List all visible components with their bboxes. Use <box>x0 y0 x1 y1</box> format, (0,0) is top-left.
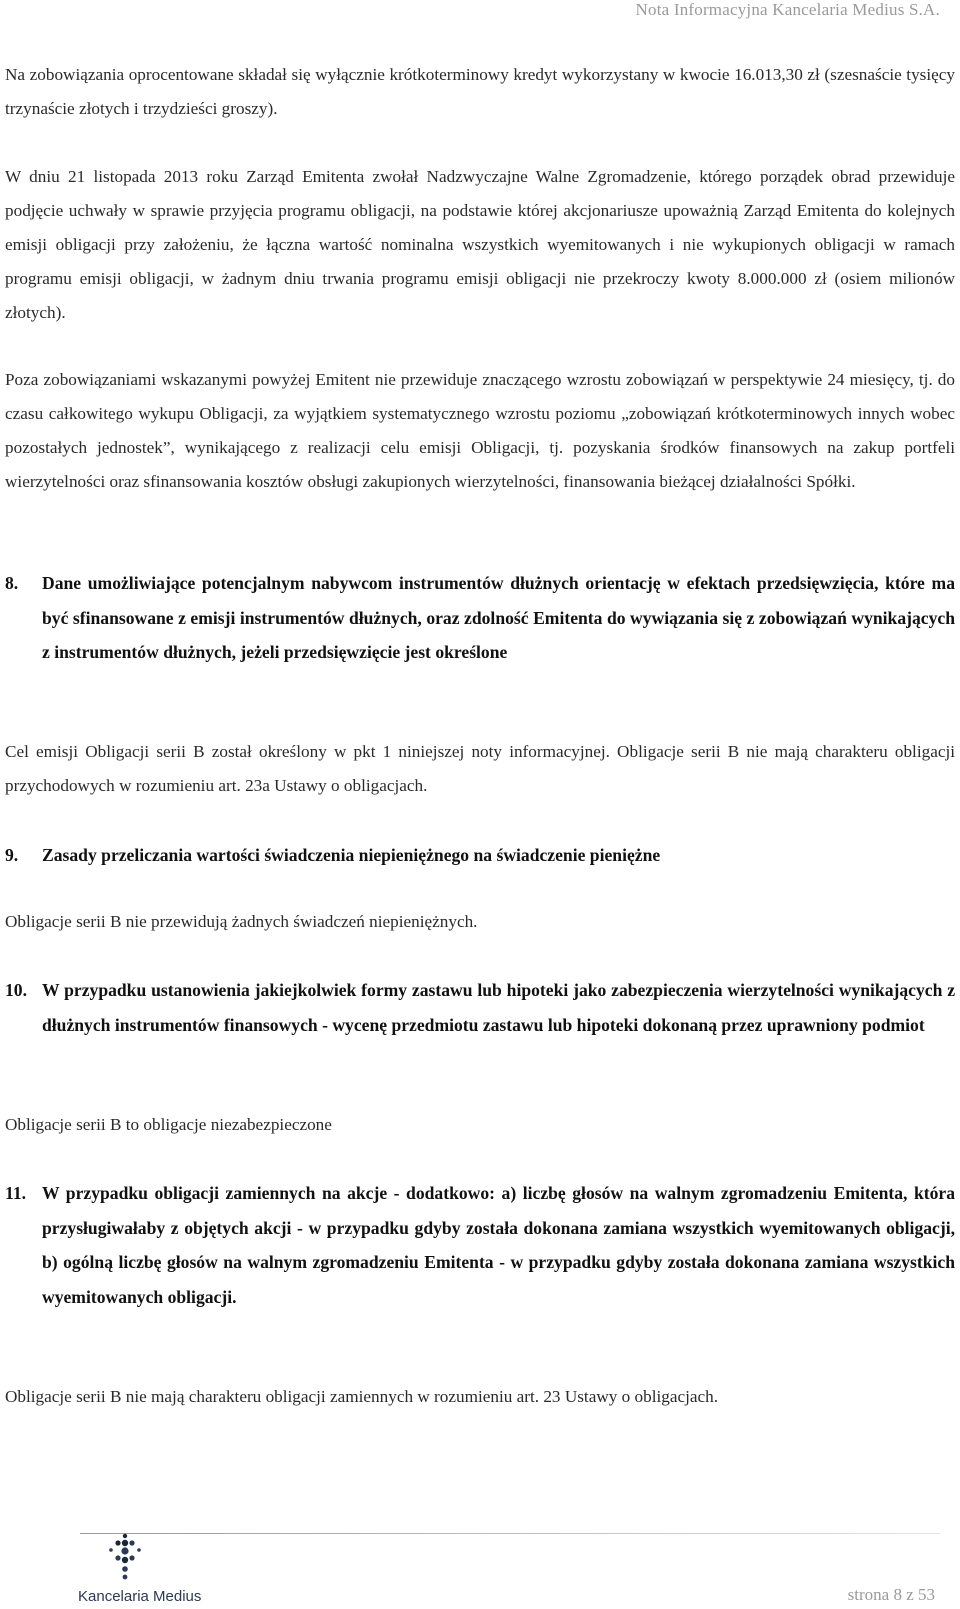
logo-text: Kancelaria Medius <box>78 1588 202 1605</box>
paragraph-egm: W dniu 21 listopada 2013 roku Zarząd Emitenta zwołał Nadzwyczajne Walne Zgromadzenie, którego porządek obrad przewiduje podjęcie uchwały w sprawie przyjęcia programu obligacji, na podstawie której akcjonariusze upoważnią Zarząd Emitenta do kolejnych emisji obligacji przy założeniu, że łączna wartość nominalna wszystkich wyemitowanych i nie wykupionych obligacji w ramach programu emisji obligacji, w żadnym dniu trwania programu emisji obligacji nie przekroczy kwoty 8.000.000 zł (osiem milionów złotych). <box>5 167 955 322</box>
section-number: 9. <box>5 845 19 865</box>
section-heading-8 <box>5 566 955 670</box>
section-text-11: Obligacje serii B nie mają charakteru obligacji zamiennych w rozumieniu art. 23 Ustawy o obligacjach. <box>5 1387 719 1406</box>
section-heading-11 <box>5 1176 955 1314</box>
paragraph-credit: Na zobowiązania oprocentowane składał się wyłącznie krótkoterminowy kredyt wykorzystany w kwocie 16.013,30 zł (szesnaście tysięcy trzynaście złotych i trzydzieści groszy). <box>5 65 955 118</box>
section-heading-9 <box>5 838 955 873</box>
paragraph-liabilities: Poza zobowiązaniami wskazanymi powyżej Emitent nie przewiduje znaczącego wzrostu zobowiązań w perspektywie 24 miesięcy, tj. do czasu całkowitego wykupu Obligacji, za wyjątkiem systematycznego wzrostu poziomu „zobowiązań krótkoterminowych innych wobec pozostałych jednostek”, wynikającego z realizacji celu emisji Obligacji, tj. pozyskania środków finansowych na zakup portfeli wierzytelności oraz sfinansowania kosztów obsługi zakupionych wierzytelności, finansowania bieżącej działalności Spółki. <box>5 370 955 491</box>
section-text-8: Cel emisji Obligacji serii B został określony w pkt 1 niniejszej noty informacyjnej. Obligacje serii B nie mają charakteru obligacji przychodowych w rozumieniu art. 23a Ustawy o obligacjach. <box>5 742 955 795</box>
page-number: strona 8 z 53 <box>847 1585 935 1604</box>
section-title: W przypadku obligacji zamiennych na akcje - dodatkowo: a) liczbę głosów na walnym zgromadzeniu Emitenta, która przysługiwałaby z objętych akcji - w przypadku gdyby została dokonana zamiana wszystkich wyemitowanych obligacji, b) ogólną liczbę głosów na walnym zgromadzeniu Emitenta - w przypadku gdyby została dokonana zamiana wszystkich wyemitowanych obligacji. <box>42 1183 955 1307</box>
section-number: 8. <box>5 573 19 593</box>
section-text-9: Obligacje serii B nie przewidują żadnych świadczeń niepieniężnych. <box>5 912 478 931</box>
section-title: Zasady przeliczania wartości świadczenia niepieniężnego na świadczenie pieniężne <box>42 845 661 865</box>
section-number: 11. <box>5 1183 27 1203</box>
running-header: Nota Informacyjna Kancelaria Medius S.A. <box>635 0 940 19</box>
section-text-10: Obligacje serii B to obligacje niezabezpieczone <box>5 1115 332 1134</box>
section-number: 10. <box>5 980 27 1000</box>
section-title: W przypadku ustanowienia jakiejkolwiek formy zastawu lub hipoteki jako zabezpieczenia wierzytelności wynikających z dłużnych instrumentów finansowych - wycenę przedmiotu zastawu lub hipoteki dokonaną przez uprawniony podmiot <box>42 980 955 1035</box>
section-title: Dane umożliwiające potencjalnym nabywcom instrumentów dłużnych orientację w efektach przedsięwzięcia, które ma być sfinansowane z emisji instrumentów dłużnych, oraz zdolność Emitenta do wywiązania się z zobowiązań wynikających z instrumentów dłużnych, jeżeli przedsięwzięcie jest określone <box>42 573 955 662</box>
section-heading-10 <box>5 973 955 1042</box>
